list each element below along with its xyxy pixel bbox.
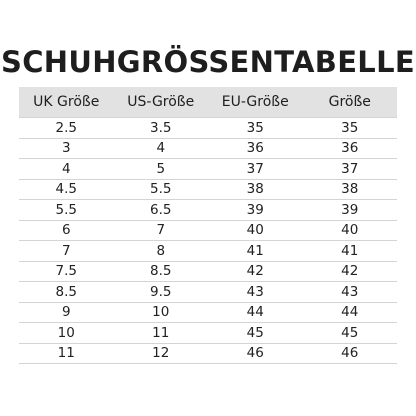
- table-row: [19, 138, 397, 159]
- us-size-cell: 4: [114, 138, 209, 159]
- eu-size-cell: 40: [208, 220, 303, 241]
- size-cell: 43: [303, 282, 398, 303]
- us-size-cell: 6.5: [114, 200, 209, 221]
- uk-size-cell: 4.5: [19, 179, 114, 200]
- size-cell: 37: [303, 159, 398, 180]
- size-chart-table: [19, 87, 397, 364]
- table-row: [19, 241, 397, 262]
- table-row: [19, 220, 397, 241]
- size-cell: 46: [303, 343, 398, 364]
- eu-size-cell: 44: [208, 302, 303, 323]
- table-row: [19, 323, 397, 344]
- table-row: [19, 118, 397, 139]
- table-row: [19, 282, 397, 303]
- eu-size-cell: 36: [208, 138, 303, 159]
- eu-size-cell: 37: [208, 159, 303, 180]
- us-size-cell: 5: [114, 159, 209, 180]
- uk-size-cell: 10: [19, 323, 114, 344]
- us-size-cell: 7: [114, 220, 209, 241]
- column-header-eu-size: EU-Größe: [208, 87, 303, 118]
- uk-size-cell: 9: [19, 302, 114, 323]
- us-size-cell: 9.5: [114, 282, 209, 303]
- size-cell: 36: [303, 138, 398, 159]
- table-header: [19, 87, 397, 118]
- eu-size-cell: 43: [208, 282, 303, 303]
- table-row: [19, 159, 397, 180]
- column-header-us-size: US-Größe: [114, 87, 209, 118]
- page-title: SCHUHGRÖSSENTABELLE: [1, 45, 415, 79]
- size-cell: 35: [303, 118, 398, 139]
- table-row: [19, 261, 397, 282]
- us-size-cell: 10: [114, 302, 209, 323]
- size-cell: 44: [303, 302, 398, 323]
- eu-size-cell: 39: [208, 200, 303, 221]
- uk-size-cell: 7: [19, 241, 114, 262]
- uk-size-cell: 5.5: [19, 200, 114, 221]
- uk-size-cell: 4: [19, 159, 114, 180]
- eu-size-cell: 38: [208, 179, 303, 200]
- eu-size-cell: 46: [208, 343, 303, 364]
- us-size-cell: 12: [114, 343, 209, 364]
- us-size-cell: 8.5: [114, 261, 209, 282]
- size-cell: 40: [303, 220, 398, 241]
- size-cell: 38: [303, 179, 398, 200]
- size-cell: 39: [303, 200, 398, 221]
- header-row: [19, 87, 397, 118]
- uk-size-cell: 2.5: [19, 118, 114, 139]
- us-size-cell: 3.5: [114, 118, 209, 139]
- column-header-size: Größe: [303, 87, 398, 118]
- eu-size-cell: 41: [208, 241, 303, 262]
- uk-size-cell: 3: [19, 138, 114, 159]
- us-size-cell: 11: [114, 323, 209, 344]
- size-cell: 41: [303, 241, 398, 262]
- uk-size-cell: 6: [19, 220, 114, 241]
- table-row: [19, 200, 397, 221]
- us-size-cell: 8: [114, 241, 209, 262]
- eu-size-cell: 45: [208, 323, 303, 344]
- table-row: [19, 179, 397, 200]
- column-header-uk-size: UK Größe: [19, 87, 114, 118]
- uk-size-cell: 8.5: [19, 282, 114, 303]
- table-row: [19, 343, 397, 364]
- table-row: [19, 302, 397, 323]
- eu-size-cell: 42: [208, 261, 303, 282]
- uk-size-cell: 7.5: [19, 261, 114, 282]
- us-size-cell: 5.5: [114, 179, 209, 200]
- table-body: [19, 118, 397, 364]
- size-cell: 45: [303, 323, 398, 344]
- size-cell: 42: [303, 261, 398, 282]
- uk-size-cell: 11: [19, 343, 114, 364]
- eu-size-cell: 35: [208, 118, 303, 139]
